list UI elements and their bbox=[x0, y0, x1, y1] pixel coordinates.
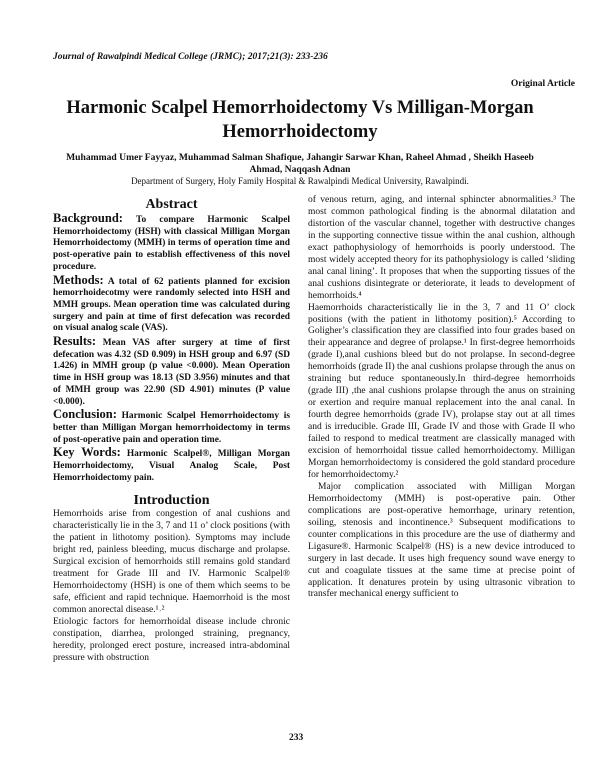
section-text: A total of 62 patients planned for excision hemorrhoidecotmy were randomly selected into HSH and MMH groups. Mean operation time was calculated during surgery and pain at time of first defecation was recorded on visual analog scale (VAS). bbox=[53, 276, 290, 334]
introduction-heading: Introduction bbox=[133, 493, 210, 509]
section-text: Harmonic Scalpel®, Milligan Morgan Hemorrhoidectomy, Visual Analog Scale, Post Hemorrhoidectomy pain. bbox=[53, 449, 290, 483]
abstract-methods bbox=[53, 272, 290, 336]
paragraph: of venous return, aging, and internal sphincter abnormalities.³ The most common pathological finding is the abnormal dilatation and distortion of the vascular channel, together with destructive changes in the supporting connective tissue within the anal cushion, although exact pathophysiology of hemorrhoids is poorly understood. The most widely accepted theory for its pathophysiology is called ‘sliding anal canal lining’. It proposes that when the supporting tissues of the anal cushions disintegrate or deteriorate, it leads to development of hemorrhoids.⁴ bbox=[308, 195, 575, 301]
paragraph: Etiologic factors for hemorrhoidal disease include chronic constipation, diarrhea, prolonged straining, pregnancy, heredity, prolonged erect posture, increased intra-abdominal pressure with obstruction bbox=[53, 617, 290, 663]
article-type: Original Article bbox=[510, 79, 575, 89]
abstract bbox=[53, 196, 290, 484]
section-label: Background: bbox=[53, 211, 123, 225]
authors: Muhammad Umer Fayyaz, Muhammad Salman Shafique, Jahangir Sarwar Khan, Raheel Ahmad , Sheikh Haseeb Ahmad, Naqqash Adnan bbox=[66, 152, 534, 175]
section-label: Results: bbox=[53, 334, 97, 349]
left-column bbox=[53, 196, 290, 665]
abstract-results bbox=[53, 336, 290, 408]
affiliation: Department of Surgery, Holy Family Hospital & Rawalpindi Medical University, Rawalpindi. bbox=[131, 176, 469, 186]
abstract-keywords bbox=[53, 447, 290, 484]
abstract-background bbox=[53, 213, 290, 274]
section-label: Methods: bbox=[53, 272, 104, 287]
paragraph: Haemorrhoids characteristically lie in the 3, 7 and 11 O’ clock positions (with the patient in lithotomy position).⁵ According to Goligher’s classification they are classified into four grades based on their appearance and degree of prolapse.¹ In first-degree hemorrhoids (grade I),anal cushions bleed but do not prolapse. In second-degree hemorrhoids (grade II) the anal cushions prolapse through the anus on straining but reduce spontaneously.In third-degree hemorrhoids (grade III) ,the anal cushions prolapse through the anus on straining or exertion and require manual replacement into the anal canal. In fourth degree hemorrhoids (grade IV), prolapse stay out at all times and is irreducible. Grade III, Grade IV and those with Grade II who failed to respond to medical treatment are classically managed with excision of hemorrhoidal tissue called hemorrhoidectomy. Milligan Morgan hemorrhoidectomy is considered the gold standard procedure for hemorrhoidectomy.² bbox=[308, 302, 575, 480]
paragraph: Hemorrhoids arise from congestion of anal cushions and characteristically lie in the 3, 7 and 11 o’ clock positions (with the patient in lithotomy position). Symptoms may include bright red, painless bleeding, mucus discharge and prolapse. Surgical excision of hemorrhoids still remains gold standard treatment for Grade III and IV. Harmonic Scalpel® Hemorrhoidectomy (HSH) is one of them which seems to be safe, efficient and rapid technique. Haemorrhoid is the most common anorectal disease.¹˒² bbox=[53, 509, 290, 616]
paper-title: Harmonic Scalpel Hemorrhoidectomy Vs Milligan-Morgan Hemorrhoidectomy bbox=[66, 98, 534, 142]
page-number: 233 bbox=[289, 733, 304, 743]
abstract-conclusion bbox=[53, 409, 290, 446]
paragraph: Major complication associated with Milligan Morgan Hemorrhoidectomy (MMH) is post-operative pain. Other complications are post-operative hemorrhage, urinary retention, soiling, stenosis and incontinence.³ Subsequent modifications to counter complications in this procedure are the use of diathermy and Ligasure®. Harmonic Scalpel® (HS) is a new device introduced to surgery in last decade. It uses high frequency sound wave energy to cut and coagulate tissues at the same time at precise point of application. It denatures protein by using ultrasonic vibration to transfer mechanical energy sufficient to bbox=[308, 481, 575, 600]
section-text: Mean VAS after surgery at time of first defecation was 4.32 (SD 0.909) in HSH group and 6.97 (SD 1.426) in MMH group (p value <0.000). Mean Operation time in HSH group was 18.13 (SD 3.956) minutes and that of MMH group was 22.90 (SD 4.901) minutes (P value <0.000). bbox=[53, 338, 290, 407]
abstract-heading: Abstract bbox=[145, 197, 198, 212]
section-text: Harmonic Scalpel Hemorrhoidectomy is better than Milligan Morgan hemorrhoidectomy in terms of post-operative pain and operation time. bbox=[53, 411, 290, 445]
journal-citation: Journal of Rawalpindi Medical College (JRMC); 2017;21(3): 233-236 bbox=[53, 52, 328, 62]
section-label: Conclusion: bbox=[53, 407, 117, 422]
section-text: To compare Harmonic Scalpel Hemorrhoidectomy (HSH) with classical Milligan Morgan Hemorrhoidectomy (MMH) in terms of operation time and post-operative pain to establish effectiveness of this novel procedure. bbox=[53, 215, 290, 272]
section-label: Key Words: bbox=[53, 445, 121, 460]
introduction bbox=[53, 492, 290, 664]
right-column bbox=[308, 195, 575, 601]
